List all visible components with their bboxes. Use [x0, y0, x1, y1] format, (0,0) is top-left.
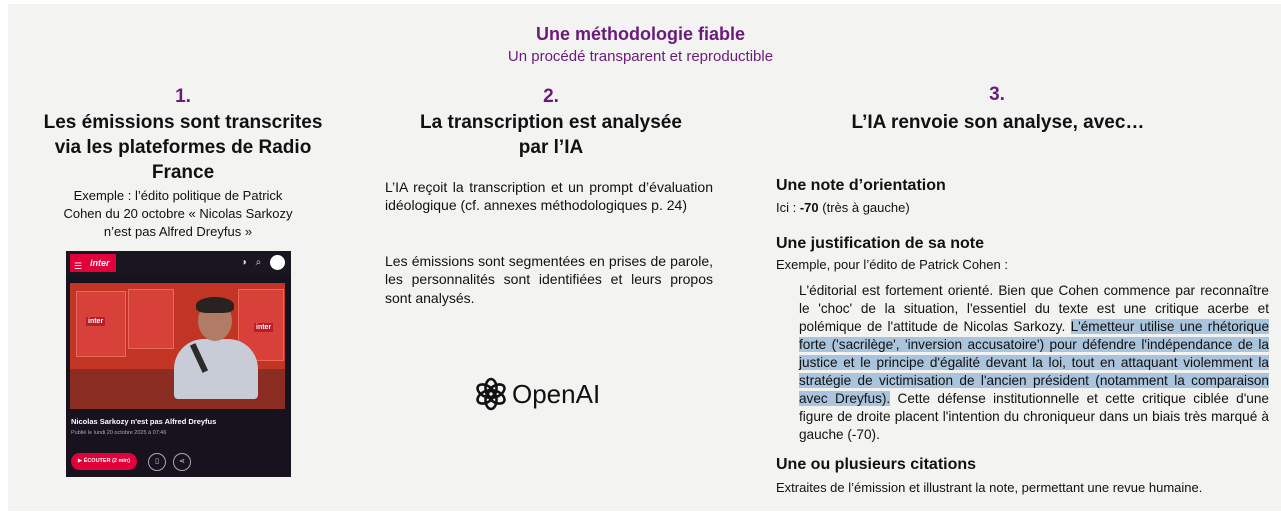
openai-wordmark: OpenAI — [512, 378, 601, 409]
highlighted-passage: L'émetteur utilise une rhétorique forte ('sacrilège', 'inversion accusatoire') pour défendre l'indépendance de la justice et le principe d'égalité devant la loi, tout en attaquant violemment la stratégie de victimisation de l'ancien président (notamment la comparaison avec Dreyfus). — [799, 319, 1270, 406]
slide-title: Une méthodologie fiable — [535, 24, 745, 44]
episode-date: Publié le lundi 20 octobre 2025 à 07:46 — [71, 430, 167, 436]
france-inter-logo: ☰ inter — [70, 254, 116, 272]
share-icon[interactable]: ⋖ — [173, 453, 191, 471]
orientation-note-title: Une note d’orientation — [776, 177, 946, 194]
step-3-heading: L’IA renvoie son analyse, avec… — [851, 112, 1145, 133]
step-1-number: 1. — [175, 86, 191, 107]
openai-icon — [474, 377, 508, 411]
score-value: -70 — [799, 200, 819, 215]
step-1-heading-line: France — [151, 162, 215, 183]
phone-topbar-icons — [235, 255, 285, 270]
menu-icon: ☰ — [74, 261, 83, 271]
listen-button[interactable]: ▶ ÉCOUTER (2 min) — [71, 453, 137, 470]
account-icon — [270, 255, 285, 270]
slide-subtitle: Un procédé transparent et reproductible — [507, 48, 774, 65]
step-2-number: 2. — [543, 86, 559, 107]
example-line: Cohen du 20 octobre « Nicolas Sarkozy — [63, 206, 293, 221]
step-2-heading-line: La transcription est analysée — [420, 112, 682, 133]
bookmark-icon[interactable]: ▯ — [148, 453, 166, 471]
presenter — [174, 339, 258, 399]
step-1-example — [48, 187, 308, 241]
citations-title: Une ou plusieurs citations — [776, 456, 977, 473]
step-1-heading — [28, 110, 338, 185]
episode-title: Nicolas Sarkozy n'est pas Alfred Dreyfus — [71, 417, 217, 426]
citations-text: Extraites de l’émission et illustrant la note, permettant une revue humaine. — [776, 480, 1203, 495]
example-line: n’est pas Alfred Dreyfus » — [103, 224, 253, 239]
studio-badge: inter — [256, 324, 272, 331]
step-2-paragraph-1: L’IA reçoit la transcription et un prompt d’évaluation idéologique (cf. annexes méthodologiques p. 24) — [385, 179, 713, 214]
radio-france-screenshot — [66, 251, 291, 477]
openai-logo — [474, 374, 600, 414]
search-icon: ⌕ — [255, 257, 262, 269]
step-2-heading — [391, 110, 711, 160]
justification-quote: L'éditorial est fortement orienté. Bien que Cohen commence par reconnaître le 'choc' de la situation, l'essentiel du texte est une critique acerbe et polémique de l'attitude de Nicolas Sarkozy. L'émetteur utilise une rhétorique forte ('sacrilège', 'inversion accusatoire') pour défendre l'indépendance de la justice et le principe d'égalité devant la loi, tout en attaquant violemment la stratégie de victimisation de l'ancien président (notamment la comparaison avec Dreyfus). Cette défense institutionnelle et cette critique ciblée d'une figure de droite placent l'intention du chroniqueur dans un biais très marqué à gauche (-70). — [799, 283, 1270, 442]
video-thumbnail — [70, 283, 285, 409]
step-3-number: 3. — [989, 84, 1005, 105]
step-1-heading-line: via les plateformes de Radio — [54, 137, 312, 158]
step-1-heading-line: Les émissions sont transcrites — [43, 112, 323, 133]
justification-intro: Exemple, pour l’édito de Patrick Cohen : — [776, 257, 1008, 272]
example-line: Exemple : l’édito politique de Patrick — [73, 188, 283, 203]
slide — [8, 4, 1281, 511]
studio-badge: inter — [88, 318, 104, 325]
step-2-heading-line: par l’IA — [518, 137, 584, 158]
justification-title: Une justification de sa note — [776, 235, 985, 252]
phone-topbar — [66, 251, 291, 275]
live-icon: ◑ — [240, 257, 247, 269]
orientation-note-value: Ici : -70 (très à gauche) — [776, 200, 910, 215]
step-2-paragraph-2: Les émissions sont segmentées en prises de parole, les personnalités sont identifiées et leurs propos sont analysés. — [385, 253, 713, 306]
